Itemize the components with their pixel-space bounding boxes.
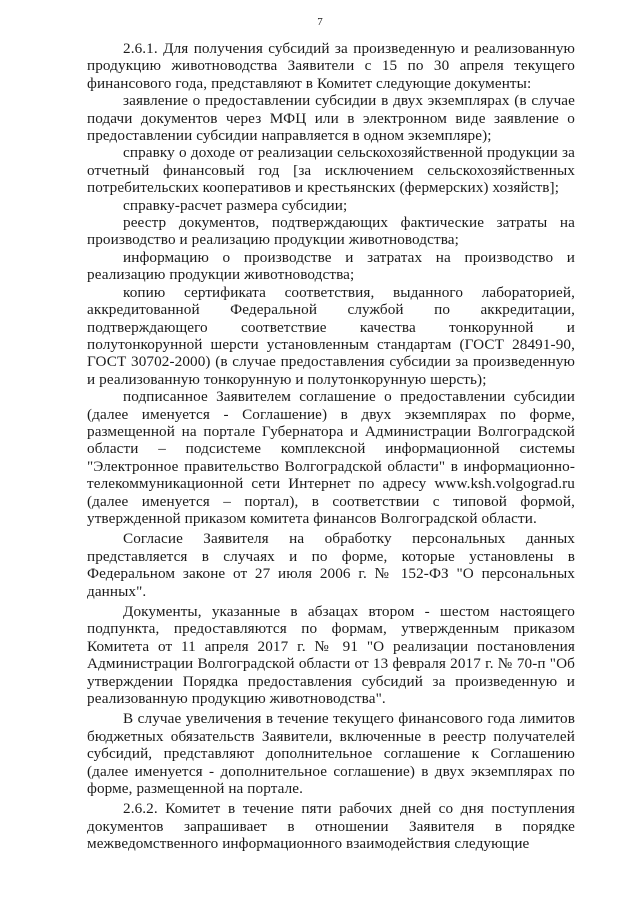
paragraph-application: заявление о предоставлении субсидии в двух экземплярах (в случае подачи документов через МФЦ или в электронном виде заявление о предоставлении субсидии направляется в одном экземпляре); bbox=[87, 92, 575, 145]
paragraph-income-certificate: справку о доходе от реализации сельскохозяйственной продукции за отчетный финансовый год [за исключением сельскохозяйственных потребительских кооперативов и крестьянских (фермерских) хозяйств]; bbox=[87, 144, 575, 197]
page-number: 7 bbox=[317, 16, 323, 28]
paragraph-2-6-2: 2.6.2. Комитет в течение пяти рабочих дней со дня поступления документов запрашивает в отношении Заявителя в порядке межведомственного информационного взаимодействия следующие bbox=[87, 800, 575, 853]
paragraph-documents-register: реестр документов, подтверждающих фактические затраты на производство и реализацию продукции животноводства; bbox=[87, 214, 575, 249]
paragraph-certificate-copy: копию сертификата соответствия, выданного лабораторией, аккредитованной Федеральной службой по аккредитации, подтверждающего соответствие качества тонкорунной и полутонкорунной шерсти установленным стандартам (ГОСТ 28491-90, ГОСТ 30702-2000) (в случае предоставления субсидии за произведенную и реализованную тонкорунную и полутонкорунную шерсть); bbox=[87, 283, 575, 388]
paragraph-2-6-1: 2.6.1. Для получения субсидий за произведенную и реализованную продукцию животноводства Заявители с 15 по 30 апреля текущего финансового года, представляют в Комитет следующие документы: bbox=[87, 40, 575, 92]
paragraph-budget-limits: В случае увеличения в течение текущего финансового года лимитов бюджетных обязательств Заявители, включенные в реестр получателей субсидий, представляют дополнительное соглашение к Соглашению (далее именуется - дополнительное соглашение) в двух экземплярах по форме, размещенной на портале. bbox=[87, 710, 575, 798]
paragraph-signed-agreement: подписанное Заявителем соглашение о предоставлении субсидии (далее именуется - Соглашение) в двух экземплярах по форме, размещенной на портале Губернатора и Администрации Волгоградской области – подсистеме комплексной информационной системы "Электронное правительство Волгоградской области" в информационно-телекоммуникационной сети Интернет по адресу www.ksh.volgograd.ru (далее именуется – портал), в соответствии с типовой формой, утвержденной приказом комитета финансов Волгоградской области. bbox=[87, 388, 575, 527]
document-body bbox=[87, 40, 575, 853]
paragraph-production-info: информацию о производстве и затратах на производство и реализацию продукции животноводства; bbox=[87, 248, 575, 284]
paragraph-document-forms: Документы, указанные в абзацах втором - шестом настоящего подпункта, предоставляются по формам, утвержденным приказом Комитета от 11 апреля 2017 г. № 91 "О реализации постановления Администрации Волгоградской области от 13 февраля 2017 г. № 70-п "Об утверждении Порядка предоставления субсидий за произведенную и реализованную продукцию животноводства". bbox=[87, 603, 575, 708]
paragraph-subsidy-calculation: справку-расчет размера субсидии; bbox=[123, 196, 348, 214]
paragraph-personal-data-consent: Согласие Заявителя на обработку персональных данных представляется в случаях и по форме, которые установлены в Федеральном законе от 27 июля 2006 г. № 152-ФЗ "О персональных данных". bbox=[87, 530, 575, 600]
